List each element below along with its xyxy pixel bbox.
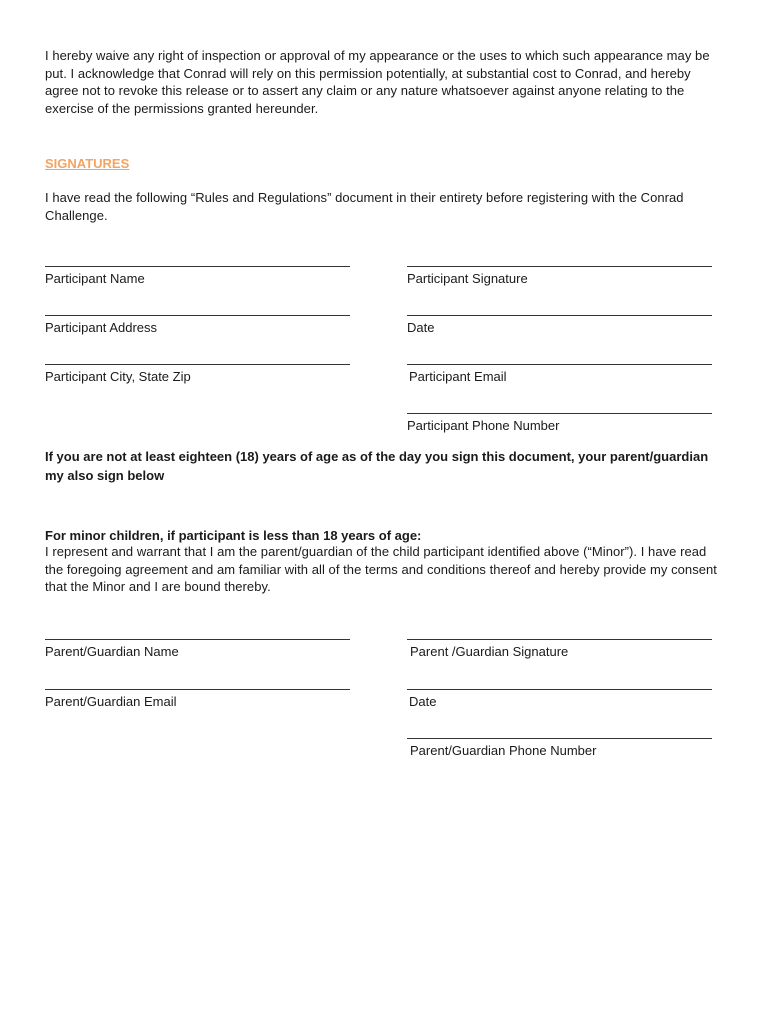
field-label: Participant Name bbox=[45, 271, 145, 286]
field-label: Participant Phone Number bbox=[407, 418, 560, 433]
minor-heading: For minor children, if participant is less than 18 years of age: bbox=[45, 528, 422, 543]
guardian-requirement-note: If you are not at least eighteen (18) years of age as of the day you sign this document, your parent/guardian my also sign below bbox=[45, 449, 709, 483]
signature-line bbox=[45, 639, 350, 640]
participant-city-state-zip-field[interactable] bbox=[45, 364, 350, 385]
guardian-phone-field[interactable] bbox=[407, 738, 712, 759]
signatures-heading: SIGNATURES bbox=[45, 156, 130, 171]
signature-line bbox=[45, 315, 350, 316]
signature-line bbox=[407, 689, 712, 690]
field-label: Date bbox=[409, 694, 437, 709]
field-label: Participant City, State Zip bbox=[45, 369, 191, 384]
signature-line bbox=[407, 738, 712, 739]
guardian-email-field[interactable] bbox=[45, 689, 350, 710]
signature-line bbox=[407, 315, 712, 316]
participant-signature-field[interactable] bbox=[407, 266, 712, 287]
guardian-name-field[interactable] bbox=[45, 639, 350, 660]
minor-consent-paragraph: I represent and warrant that I am the parent/guardian of the child participant identified above (“Minor”). I have read the foregoing agreement and am familiar with all of the terms and conditions thereof and hereby provide my consent that the Minor and I are bound thereby. bbox=[45, 544, 717, 595]
participant-name-field[interactable] bbox=[45, 266, 350, 287]
waiver-paragraph: I hereby waive any right of inspection or approval of my appearance or the uses to which such appearance may be put. I acknowledge that Conrad will rely on this permission potentially, at substantial cost to Conrad, and hereby agree not to revoke this release or to assert any claim or any nature whatsoever against anyone relating to the exercise of the permissions granted hereunder. bbox=[45, 48, 710, 116]
field-label: Date bbox=[407, 320, 435, 335]
signature-line bbox=[407, 413, 712, 414]
participant-email-field[interactable] bbox=[407, 364, 712, 385]
signature-line bbox=[45, 266, 350, 267]
field-label: Parent/Guardian Name bbox=[45, 644, 179, 659]
signature-line bbox=[407, 266, 712, 267]
field-label: Parent /Guardian Signature bbox=[410, 644, 569, 659]
signature-line bbox=[407, 639, 712, 640]
signature-line bbox=[45, 364, 350, 365]
field-label: Parent/Guardian Phone Number bbox=[410, 743, 597, 758]
guardian-date-field[interactable] bbox=[407, 689, 712, 710]
field-label: Participant Email bbox=[409, 369, 507, 384]
field-label: Participant Address bbox=[45, 320, 158, 335]
signature-line bbox=[407, 364, 712, 365]
participant-address-field[interactable] bbox=[45, 315, 350, 336]
participant-date-field[interactable] bbox=[407, 315, 712, 336]
field-label: Participant Signature bbox=[407, 271, 528, 286]
guardian-signature-field[interactable] bbox=[407, 639, 712, 660]
participant-phone-field[interactable] bbox=[407, 413, 712, 434]
rules-acknowledgement: I have read the following “Rules and Regulations” document in their entirety before registering with the Conrad Challenge. bbox=[45, 190, 684, 223]
field-label: Parent/Guardian Email bbox=[45, 694, 177, 709]
signature-line bbox=[45, 689, 350, 690]
